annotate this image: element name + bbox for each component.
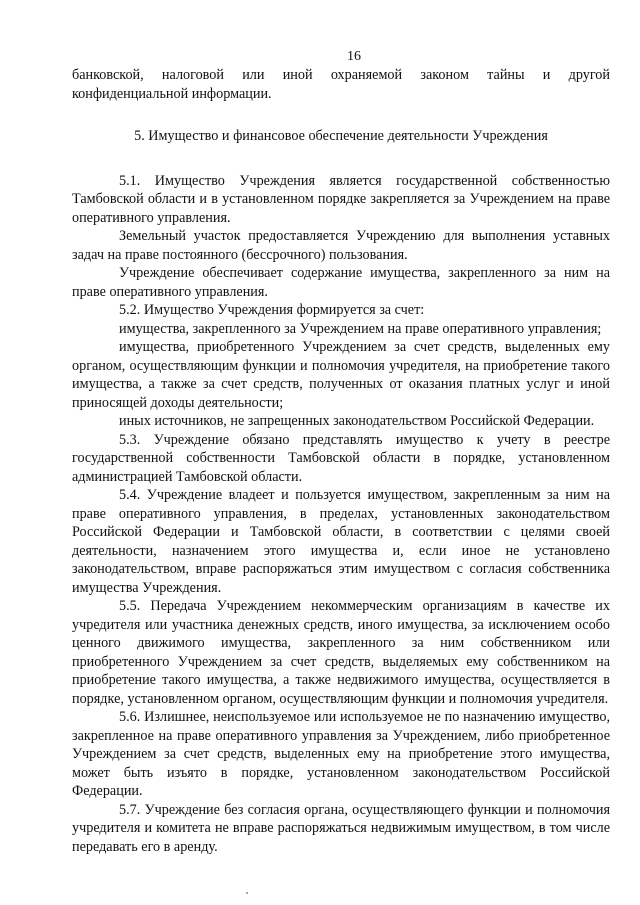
paragraph-land-plot: Земельный участок предоставляется Учреждению для выполнения уставных задач на праве постоянного (бессрочного) пользования.	[72, 228, 610, 263]
paragraph-5-2-c: иных источников, не запрещенных законодательством Российской Федерации.	[119, 413, 595, 429]
paragraph-5-6: 5.6. Излишнее, неиспользуемое или используемое не по назначению имущество, закрепленное на праве оперативного управления за Учреждением, либо приобретенное Учреждением за счет средств, выделенных ему на приобретение этого имущества, может быть изъято в порядке, установленном законодательством Российской Федерации.	[72, 709, 610, 799]
paragraph-5-4: 5.4. Учреждение владеет и пользуется имуществом, закрепленным за ним на праве оперативного управления, в пределах, установленных законодательством Российской Федерации и Тамбовской области, в соответствии с целями своей деятельности, назначением этого имущества и, если иное не установлено законодательством, вправе распоряжаться этим имуществом с согласия собственника имущества Учреждения.	[72, 487, 610, 596]
paragraph-5-5: 5.5. Передача Учреждением некоммерческим организациям в качестве их учредителя или участника денежных средств, иного имущества, за исключением особо ценного движимого имущества, закрепленного за ним собственником или приобретенного Учреждением за счет средств, выделяемых ему собственником на приобретение такого имущества, а также недвижимого имущества, осуществляется в порядке, установленном органом, осуществляющим функции и полномочия учредителя.	[72, 598, 610, 707]
paragraph-5-1: 5.1. Имущество Учреждения является государственной собственностью Тамбовской области и в установленном порядке закрепляется за Учреждением на праве оперативного управления.	[72, 172, 610, 226]
page-number: 16	[347, 49, 361, 64]
paragraph-5-3: 5.3. Учреждение обязано представлять имущество к учету в реестре государственной собственности Тамбовской области в порядке, установленном администрацией Тамбовской области.	[72, 431, 610, 485]
section-heading: 5. Имущество и финансовое обеспечение деятельности Учреждения	[134, 128, 548, 144]
paragraph-5-2-a: имущества, закрепленного за Учреждением на праве оперативного управления;	[119, 320, 602, 337]
paragraph-5-2: 5.2. Имущество Учреждения формируется за счет:	[119, 302, 425, 318]
paragraph-5-7: 5.7. Учреждение без согласия органа, осуществляющего функции и полномочия учредителя и комитета не вправе распоряжаться недвижимым имуществом, в том числе передавать его в аренду.	[72, 801, 610, 855]
scan-speck	[246, 892, 248, 894]
paragraph-maintenance: Учреждение обеспечивает содержание имущества, закрепленного за ним на праве оперативного управления.	[72, 265, 610, 300]
paragraph-5-2-b: имущества, приобретенного Учреждением за счет средств, выделенных ему органом, осуществляющим функции и полномочия учредителя, на приобретение такого имущества, а также за счет средств, полученных от оказания платных услуг и иной приносящей доходы деятельности;	[72, 339, 610, 411]
paragraph-continuation: банковской, налоговой или иной охраняемой законом тайны и другой конфиденциальной информации.	[72, 67, 610, 102]
document-page	[72, 48, 610, 856]
